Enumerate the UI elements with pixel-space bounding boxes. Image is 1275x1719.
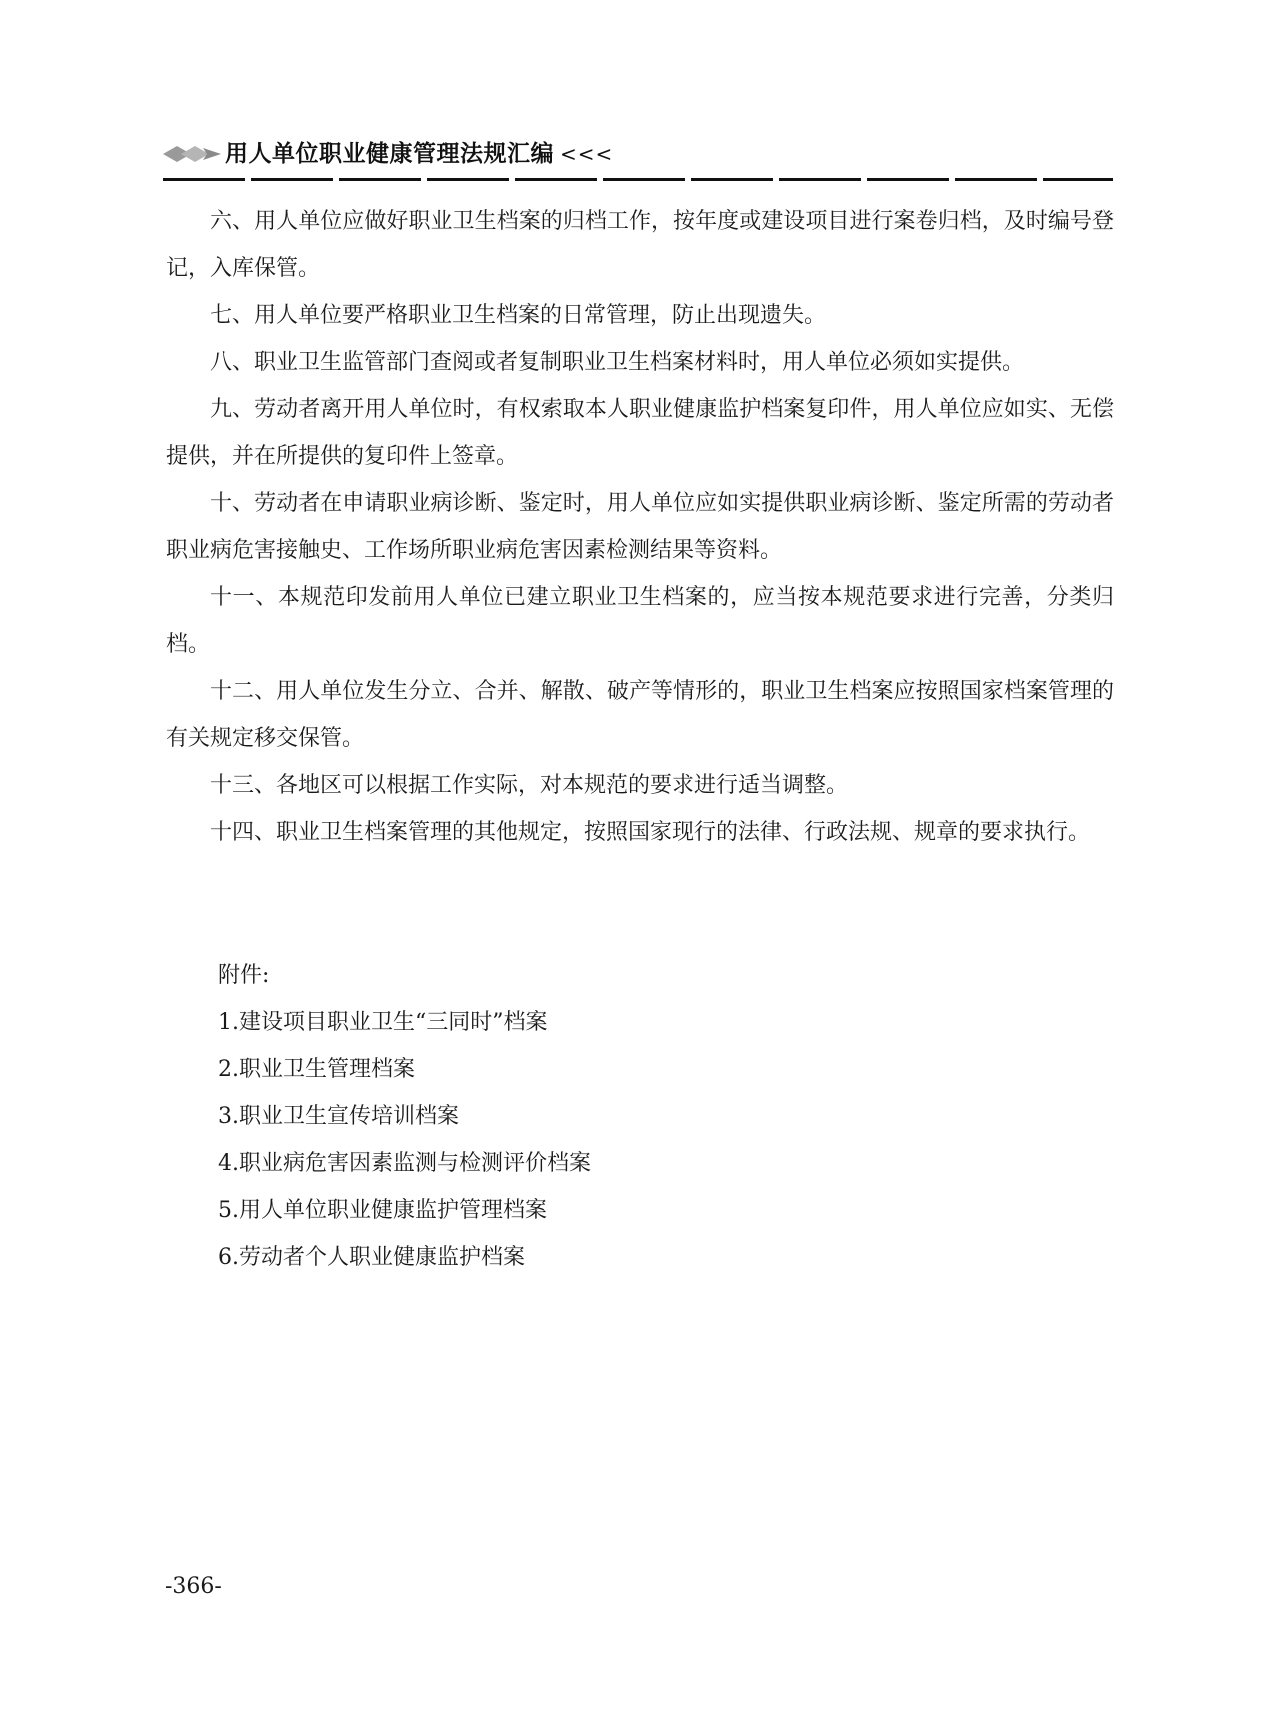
header-dashed-rule bbox=[163, 178, 1113, 181]
double-diamond-arrow-icon bbox=[163, 144, 223, 164]
paragraph: 十四、职业卫生档案管理的其他规定，按照国家现行的法律、行政法规、规章的要求执行。 bbox=[210, 820, 1091, 845]
paragraph: 九、劳动者离开用人单位时，有权索取本人职业健康监护档案复印件，用人单位应如实、无偿提供，并在所提供的复印件上签章。 bbox=[166, 397, 1114, 469]
paragraph: 七、用人单位要严格职业卫生档案的日常管理，防止出现遗失。 bbox=[210, 303, 827, 328]
page-header bbox=[163, 138, 1113, 178]
attachment-item: 1.建设项目职业卫生“三同时”档案 bbox=[218, 1010, 548, 1035]
attachments-heading: 附件: bbox=[218, 963, 270, 988]
paragraph: 十一、本规范印发前用人单位已建立职业卫生档案的，应当按本规范要求进行完善，分类归档。 bbox=[166, 585, 1114, 657]
attachment-item: 6.劳动者个人职业健康监护档案 bbox=[218, 1245, 525, 1270]
paragraph: 十、劳动者在申请职业病诊断、鉴定时，用人单位应如实提供职业病诊断、鉴定所需的劳动者职业病危害接触史、工作场所职业病危害因素检测结果等资料。 bbox=[166, 491, 1114, 563]
attachment-item: 4.职业病危害因素监测与检测评价档案 bbox=[218, 1151, 591, 1176]
attachment-item: 3.职业卫生宣传培训档案 bbox=[218, 1104, 459, 1129]
paragraph: 六、用人单位应做好职业卫生档案的归档工作，按年度或建设项目进行案卷归档，及时编号登记，入库保管。 bbox=[166, 209, 1114, 281]
paragraph: 十三、各地区可以根据工作实际，对本规范的要求进行适当调整。 bbox=[210, 773, 849, 798]
attachments-list bbox=[218, 952, 1098, 1281]
header-title-text: 用人单位职业健康管理法规汇编 bbox=[225, 141, 554, 167]
paragraph: 十二、用人单位发生分立、合并、解散、破产等情形的，职业卫生档案应按照国家档案管理的有关规定移交保管。 bbox=[166, 679, 1114, 751]
header-marks: <<< bbox=[560, 142, 614, 166]
page-number: -366- bbox=[165, 1574, 222, 1599]
attachment-item: 2.职业卫生管理档案 bbox=[218, 1057, 415, 1082]
header-title bbox=[225, 138, 613, 170]
body-text bbox=[166, 198, 1114, 856]
paragraph: 八、职业卫生监管部门查阅或者复制职业卫生档案材料时，用人单位必须如实提供。 bbox=[210, 350, 1025, 375]
attachment-item: 5.用人单位职业健康监护管理档案 bbox=[218, 1198, 547, 1223]
